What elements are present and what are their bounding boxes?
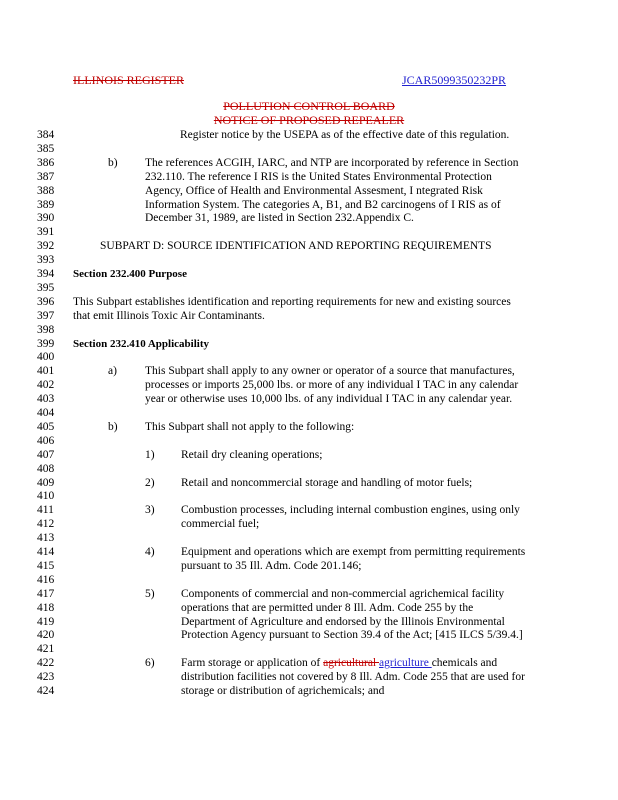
line-number: 421: [37, 643, 55, 656]
line-number: 398: [37, 323, 55, 336]
document-line: [0, 449, 618, 463]
line-number: 409: [37, 476, 55, 489]
line-number: 414: [37, 546, 55, 558]
document-line: [0, 518, 618, 532]
line-text: [181, 657, 497, 671]
line-text: This Subpart shall apply to any owner or operator of a source that manufactures,: [145, 365, 515, 378]
line-number: 384: [37, 129, 55, 141]
line-text: The references ACGIH, IARC, and NTP are incorporated by reference in Section: [145, 156, 519, 169]
item-label: 1): [145, 448, 155, 461]
line-text: pursuant to 35 Ill. Adm. Code 201.146;: [181, 559, 362, 572]
document-line: [0, 602, 618, 616]
item-label: b): [108, 420, 118, 433]
line-number: 418: [37, 601, 55, 614]
line-text: Agency, Office of Health and Environmental Assesment, I ntegrated Risk: [145, 184, 483, 197]
line-number: 400: [37, 351, 55, 364]
line-number: 386: [37, 156, 55, 169]
line-number: 416: [37, 573, 55, 586]
line-number: 388: [37, 184, 55, 197]
item-label: 6): [145, 657, 155, 670]
item-label: 3): [145, 504, 155, 517]
item-label: 4): [145, 546, 155, 558]
line-number: 401: [37, 365, 55, 378]
line-number: 423: [37, 671, 55, 684]
line-number: 402: [37, 379, 55, 392]
line-text: Components of commercial and non-commercial agrichemical facility: [181, 587, 505, 600]
document-line: [0, 643, 618, 657]
line-number: 389: [37, 198, 55, 211]
text-segment: chemicals and: [431, 657, 498, 670]
line-number: 405: [37, 420, 55, 433]
line-number: 424: [37, 685, 55, 697]
document-line: [0, 657, 618, 671]
register-header: ILLINOIS REGISTER: [73, 73, 184, 87]
line-number: 403: [37, 393, 55, 406]
line-number: 396: [37, 295, 55, 308]
document-line: [0, 393, 618, 407]
line-text: Information System. The categories A, B1, and B2 carcinogens of I RIS as of: [145, 198, 501, 211]
document-line: [0, 671, 618, 685]
line-number: 413: [37, 532, 55, 545]
line-number: 406: [37, 434, 55, 447]
document-line: [0, 379, 618, 393]
line-text: that emit Illinois Toxic Air Contaminants.: [73, 309, 265, 322]
line-number: 422: [37, 657, 55, 670]
line-number: 420: [37, 629, 55, 642]
line-text: processes or imports 25,000 lbs. or more of any individual I TAC in any calendar: [145, 379, 519, 392]
document-line: [0, 226, 618, 240]
line-text: Combustion processes, including internal combustion engines, using only: [181, 504, 520, 517]
document-line: [0, 199, 618, 213]
document-line: [0, 143, 618, 157]
document-line: [0, 588, 618, 602]
line-number: 397: [37, 309, 55, 322]
line-text: December 31, 1989, are listed in Section 232.Appendix C.: [145, 212, 414, 225]
line-number: 404: [37, 407, 55, 419]
line-number: 393: [37, 254, 55, 267]
line-text: Department of Agriculture and endorsed by the Illinois Environmental: [181, 615, 505, 628]
line-number: 385: [37, 142, 55, 155]
document-line: [0, 629, 618, 643]
item-label: a): [108, 365, 117, 378]
line-number: 387: [37, 170, 55, 183]
line-text: Protection Agency pursuant to Section 39.4 of the Act; [415 ILCS 5/39.4.]: [181, 629, 523, 642]
document-line: [0, 477, 618, 491]
item-label: 2): [145, 476, 155, 489]
item-label: b): [108, 156, 118, 169]
line-text: Equipment and operations which are exempt from permitting requirements: [181, 546, 526, 558]
document-line: [0, 574, 618, 588]
document-line: [0, 129, 618, 143]
line-text: 232.110. The reference I RIS is the United States Environmental Protection: [145, 170, 492, 183]
document-line: [0, 282, 618, 296]
line-number: 390: [37, 212, 55, 225]
document-line: [0, 212, 618, 226]
line-text: SUBPART D: SOURCE IDENTIFICATION AND REPORTING REQUIREMENTS: [100, 240, 492, 253]
document-line: [0, 463, 618, 477]
document-line: [0, 532, 618, 546]
document-line: [0, 310, 618, 324]
section-heading: Section 232.400 Purpose: [73, 268, 187, 280]
document-line: [0, 421, 618, 435]
document-line: [0, 157, 618, 171]
document-line: [0, 268, 618, 282]
deleted-text: agricultural: [323, 657, 380, 670]
document-line: [0, 616, 618, 630]
line-number: 419: [37, 615, 55, 628]
line-text: distribution facilities not covered by 8 Ill. Adm. Code 255 that are used for: [181, 671, 525, 684]
line-text: Retail dry cleaning operations;: [181, 448, 323, 461]
document-line: [0, 546, 618, 560]
document-line: [0, 365, 618, 379]
notice-type: NOTICE OF PROPOSED REPEALER: [213, 113, 405, 127]
line-number: 412: [37, 518, 55, 531]
item-label: 5): [145, 587, 155, 600]
text-segment: Farm storage or application of: [181, 657, 324, 670]
line-number: 399: [37, 337, 55, 350]
line-number: 391: [37, 226, 55, 239]
section-heading: Section 232.410 Applicability: [73, 337, 209, 350]
document-line: [0, 185, 618, 199]
jcar-code[interactable]: JCAR5099350232PR: [402, 73, 507, 87]
line-text: Register notice by the USEPA as of the effective date of this regulation.: [180, 129, 510, 141]
inserted-text: agriculture: [379, 657, 432, 670]
document-line: [0, 351, 618, 365]
line-number: 395: [37, 281, 55, 294]
line-text: year or otherwise uses 10,000 lbs. of any individual I TAC in any calendar year.: [145, 393, 513, 406]
document-line: [0, 407, 618, 421]
line-number: 411: [37, 504, 54, 517]
document-line: [0, 240, 618, 254]
line-text: This Subpart establishes identification and reporting requirements for new and existing sources: [73, 295, 511, 308]
line-text: storage or distribution of agrichemicals; and: [181, 685, 385, 697]
document-line: [0, 324, 618, 338]
line-number: 407: [37, 448, 55, 461]
document-line: [0, 504, 618, 518]
document-line: [0, 490, 618, 504]
document-line: [0, 171, 618, 185]
agency-name: POLLUTION CONTROL BOARD: [223, 99, 395, 113]
document-line: [0, 560, 618, 574]
line-text: This Subpart shall not apply to the following:: [145, 420, 355, 433]
document-line: [0, 435, 618, 449]
line-text: Retail and noncommercial storage and handling of motor fuels;: [181, 476, 473, 489]
line-text: operations that are permitted under 8 Ill. Adm. Code 255 by the: [181, 601, 474, 614]
line-number: 394: [37, 268, 55, 280]
document-line: [0, 296, 618, 310]
document-line: [0, 685, 618, 699]
line-number: 410: [37, 490, 55, 503]
document-line: [0, 254, 618, 268]
line-number: 417: [37, 587, 55, 600]
document-line: [0, 338, 618, 352]
line-number: 408: [37, 462, 55, 475]
line-text: commercial fuel;: [181, 518, 260, 531]
line-number: 415: [37, 559, 55, 572]
line-number: 392: [37, 240, 55, 253]
